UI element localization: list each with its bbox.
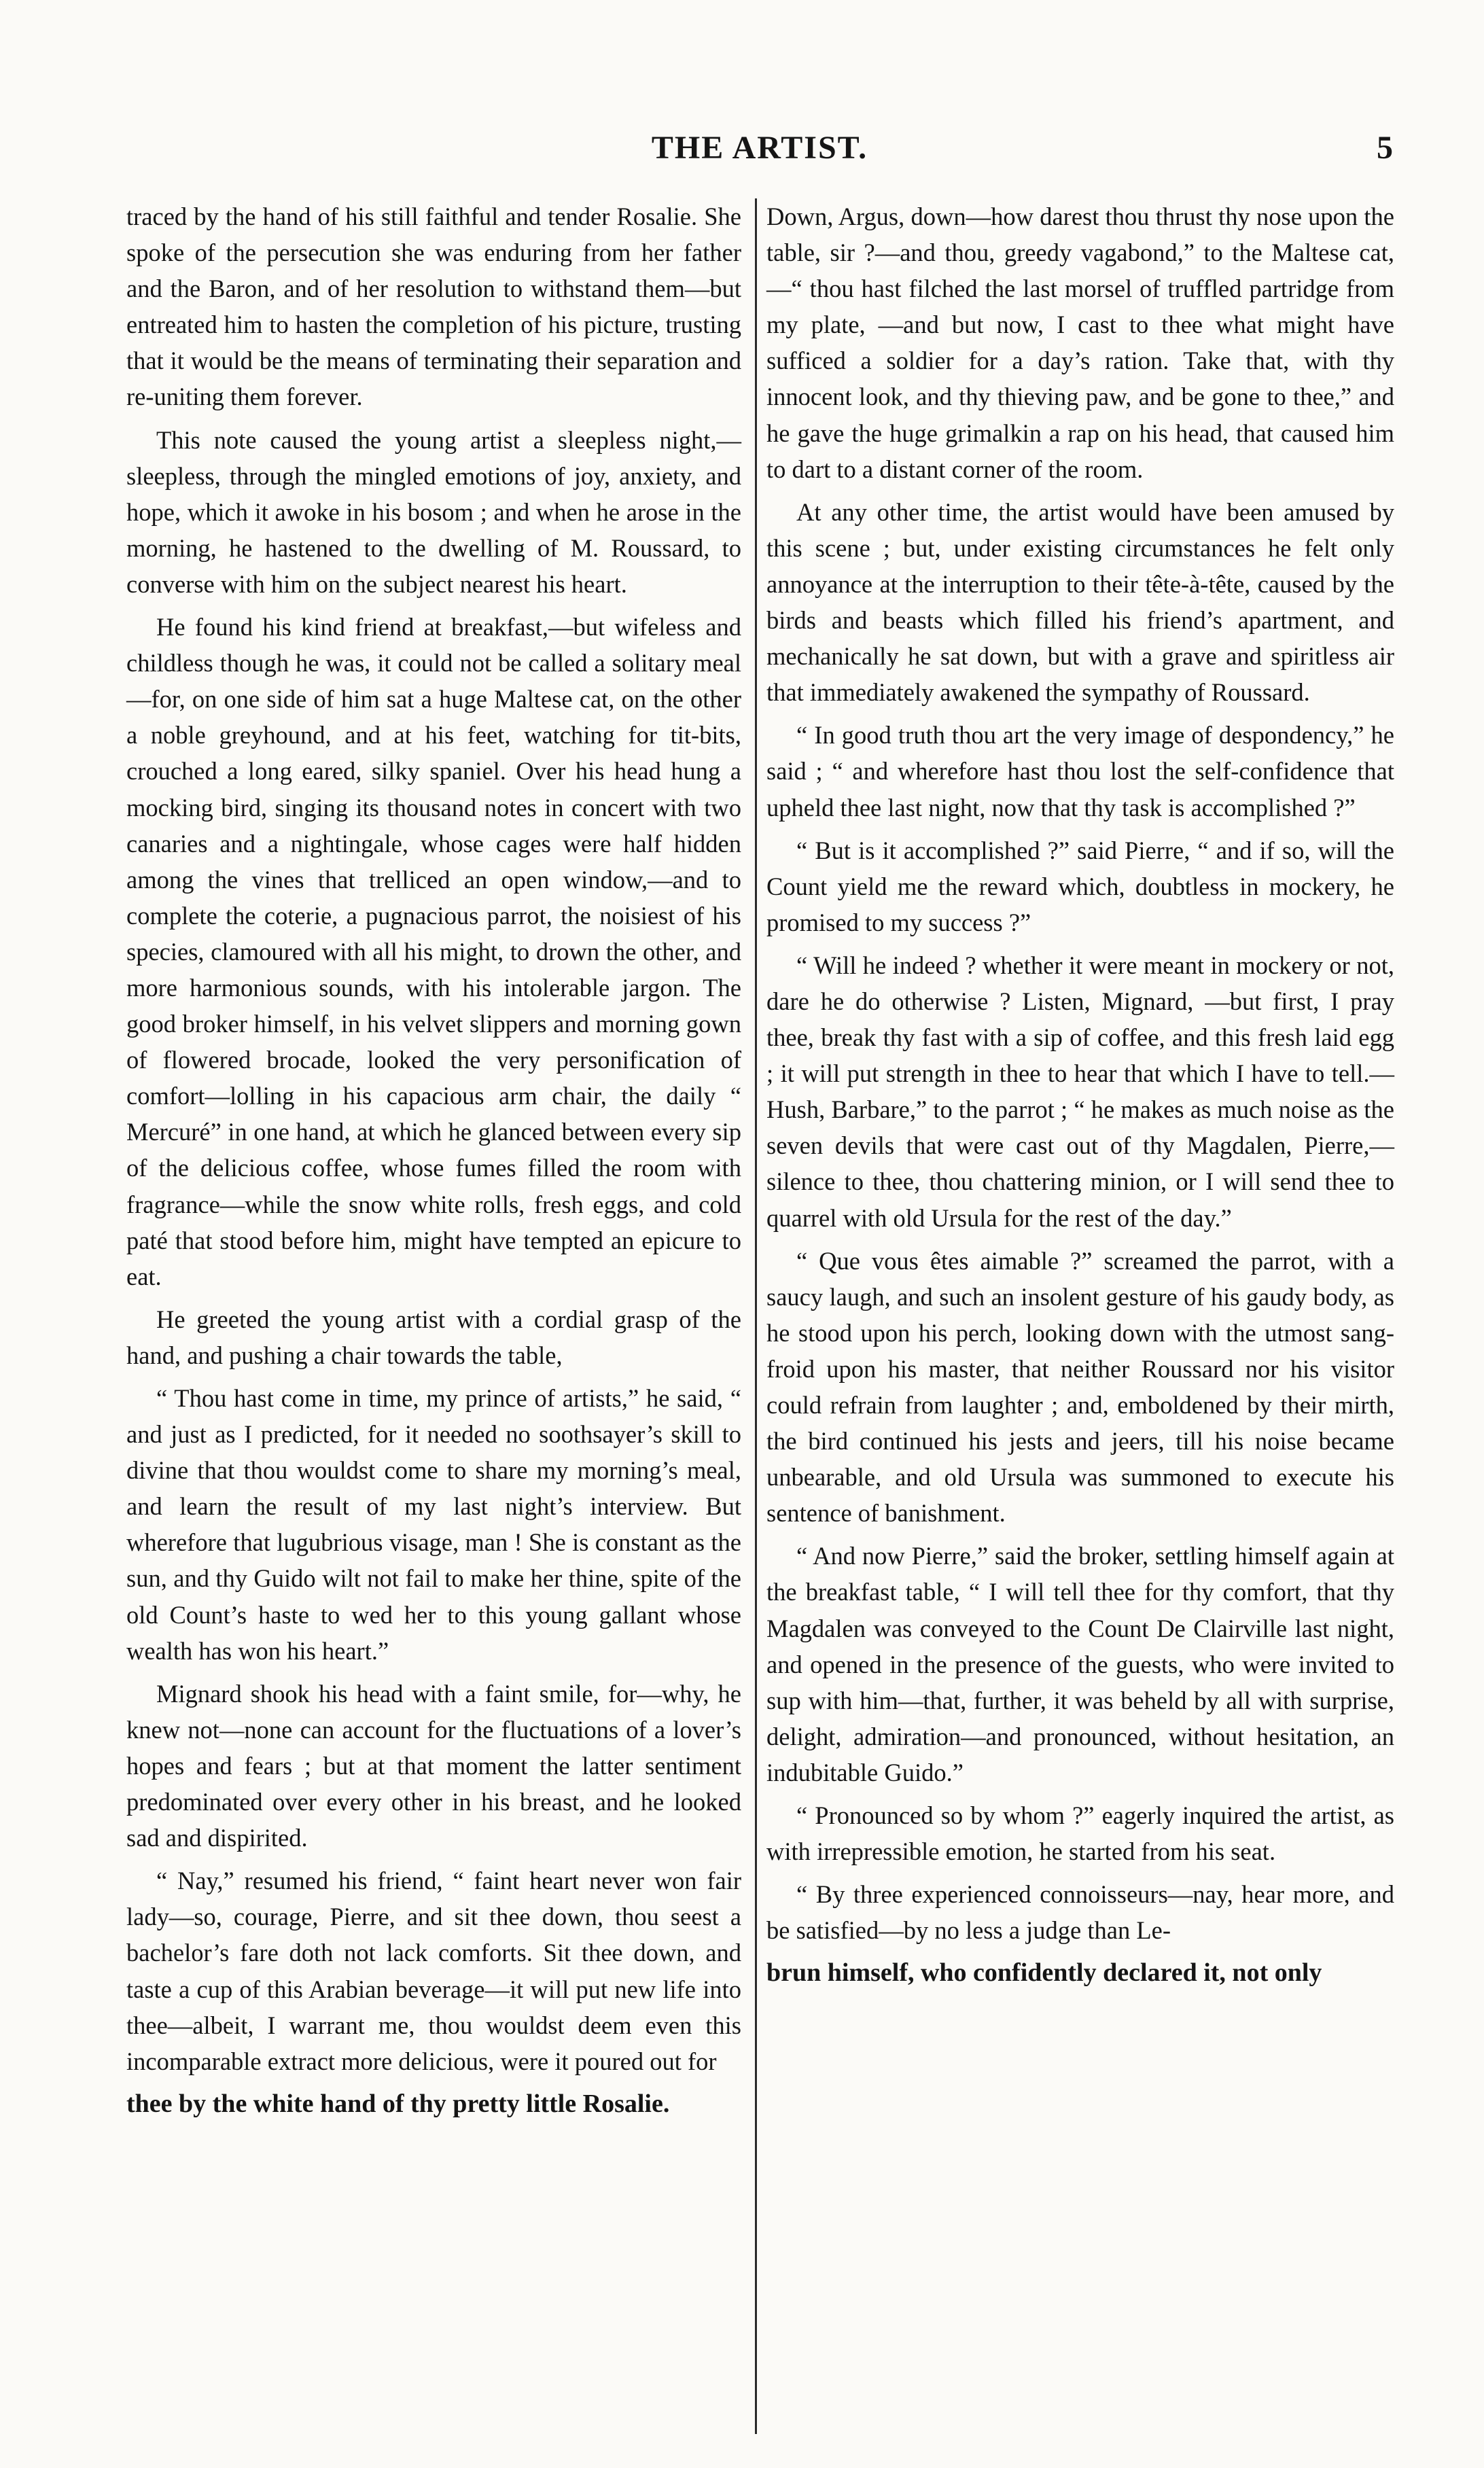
column-divider <box>755 198 757 2434</box>
paragraph: “ Will he indeed ? whether it were meant in mockery or not, dare he do otherwise ? Listen, Mignard, —but first, I pray thee, break thy fast with a sip of coffee, and this fresh laid egg ; it will put strength in thee to hear that which I have to tell.—Hush, Barbare,” to the parrot ; “ he makes as much noise as the seven devils that were cast out of thy Magdalen, Pierre,—silence to thee, thou chattering minion, or I will send thee to quarrel with old Ursula for the rest of the day.” <box>766 951 1394 1232</box>
last-line: brun himself, who confidently declared it, not only <box>766 1958 1322 1988</box>
paragraph: This note caused the young artist a sleepless night,—sleepless, through the mingled emotions of joy, anxiety, and hope, which it awoke in his bosom ; and when he arose in the morning, he hastened to the dwelling of M. Roussard, to converse with him on the subject nearest his heart. <box>126 425 741 598</box>
paragraph: Mignard shook his head with a faint smile, for—why, he knew not—none can account for the fluctuations of a lover’s hopes and fears ; but at that moment the latter sentiment predominated over every other in his breast, and he looked sad and dispirited. <box>126 1679 741 1852</box>
paragraph: “ But is it accomplished ?” said Pierre, “ and if so, will the Count yield me the reward which, doubtless in mockery, he promised to my success ?” <box>766 836 1394 936</box>
paragraph: He found his kind friend at breakfast,—but wifeless and childless though he was, it could not be called a solitary meal—for, on one side of him sat a huge Maltese cat, on the other a noble greyhound, and at his feet, watching for tit-bits, crouched a long eared, silky spaniel. Over his head hung a mocking bird, singing its thousand notes in concert with two canaries and a nightingale, whose cages were half hidden among the vines that trelliced an open window,—and to complete the coterie, a pugnacious parrot, the noisiest of his species, clamoured with all his might, to drown the other, and more harmonious sounds, with his intolerable jargon. The good broker himself, in his velvet slippers and morning gown of flowered brocade, looked the very personification of comfort—lolling in his capacious arm chair, the daily “ Mercuré” in one hand, at which he glanced between every sip of the delicious coffee, whose fumes filled the room with fragrance—while the snow white rolls, fresh eggs, and cold paté that stood before him, might have tempted an epicure to eat. <box>126 613 741 1290</box>
page-header <box>126 129 1393 177</box>
last-line: thee by the white hand of thy pretty little Rosalie. <box>126 2089 670 2118</box>
paragraph: He greeted the young artist with a cordial grasp of the hand, and pushing a chair towards the table, <box>126 1305 741 1369</box>
running-title: THE ARTIST. <box>651 130 868 166</box>
paragraph: “ Thou hast come in time, my prince of artists,” he said, “ and just as I predicted, for it needed no soothsayer’s skill to divine that thou wouldst come to share my morning’s meal, and learn the result of my last night’s interview. But wherefore that lugubrious visage, man ! She is constant as the sun, and thy Guido wilt not fail to make her thine, spite of the old Count’s haste to wed her to this young gallant whose wealth has won his heart.” <box>126 1384 741 1665</box>
left-column <box>126 198 741 2448</box>
paragraph: “ And now Pierre,” said the broker, settling himself again at the breakfast table, “ I will tell thee for thy comfort, that thy Magdalen was conveyed to the Count De Clairville last night, and opened in the presence of the guests, who were invited to sup with him—that, further, it was beheld by all with surprise, delight, admiration—and pronounced, without hesitation, an indubitable Guido.” <box>766 1542 1394 1786</box>
paragraph: “ Nay,” resumed his friend, “ faint heart never won fair lady—so, courage, Pierre, and sit thee down, thou seest a bachelor’s fare doth not lack comforts. Sit thee down, and taste a cup of this Arabian beverage—it will put new life into thee—albeit, I warrant me, thou wouldst deem even this incomparable extract more delicious, were it poured out for <box>126 1867 741 2075</box>
paragraph: At any other time, the artist would have been amused by this scene ; but, under existing circumstances he felt only annoyance at the interruption to their tête-à-tête, caused by the birds and beasts which filled his friend’s apartment, and mechanically he sat down, but with a grave and spiritless air that immediately awakened the sympathy of Roussard. <box>766 497 1394 707</box>
paragraph: traced by the hand of his still faithful and tender Rosalie. She spoke of the persecution she was enduring from her father and the Baron, and of her resolution to withstand them—but entreated him to hasten the completion of his picture, trusting that it would be the means of terminating their separation and re-uniting them forever. <box>126 202 741 411</box>
paragraph: “ Pronounced so by whom ?” eagerly inquired the artist, as with irrepressible emotion, he started from his seat. <box>766 1801 1394 1866</box>
paragraph: “ Que vous êtes aimable ?” screamed the parrot, with a saucy laugh, and such an insolent gesture of his gaudy body, as he stood upon his perch, looking down with the utmost sang-froid upon his master, that neither Roussard nor his visitor could refrain from laughter ; and, emboldened by their mirth, the bird continued his jests and jeers, till his noise became unbearable, and old Ursula was summoned to execute his sentence of banishment. <box>766 1246 1394 1528</box>
right-column <box>766 198 1394 2448</box>
paragraph: “ In good truth thou art the very image of despondency,” he said ; “ and wherefore hast thou lost the self-confidence that upheld thee last night, now that thy task is accomplished ?” <box>766 721 1394 822</box>
page-number: 5 <box>1377 130 1393 166</box>
paragraph: Down, Argus, down—how darest thou thrust thy nose upon the table, sir ?—and thou, greedy vagabond,” to the Maltese cat,—“ thou hast filched the last morsel of truffled partridge from my plate, —and but now, I cast to thee what might have sufficed a soldier for a day’s ration. Take that, with thy innocent look, and thy thieving paw, and be gone to thee,” and he gave the huge grimalkin a rap on his head, that caused him to dart to a distant corner of the room. <box>766 202 1394 483</box>
paragraph: “ By three experienced connoisseurs—nay, hear more, and be satisfied—by no less a judge than Le- <box>766 1880 1394 1945</box>
